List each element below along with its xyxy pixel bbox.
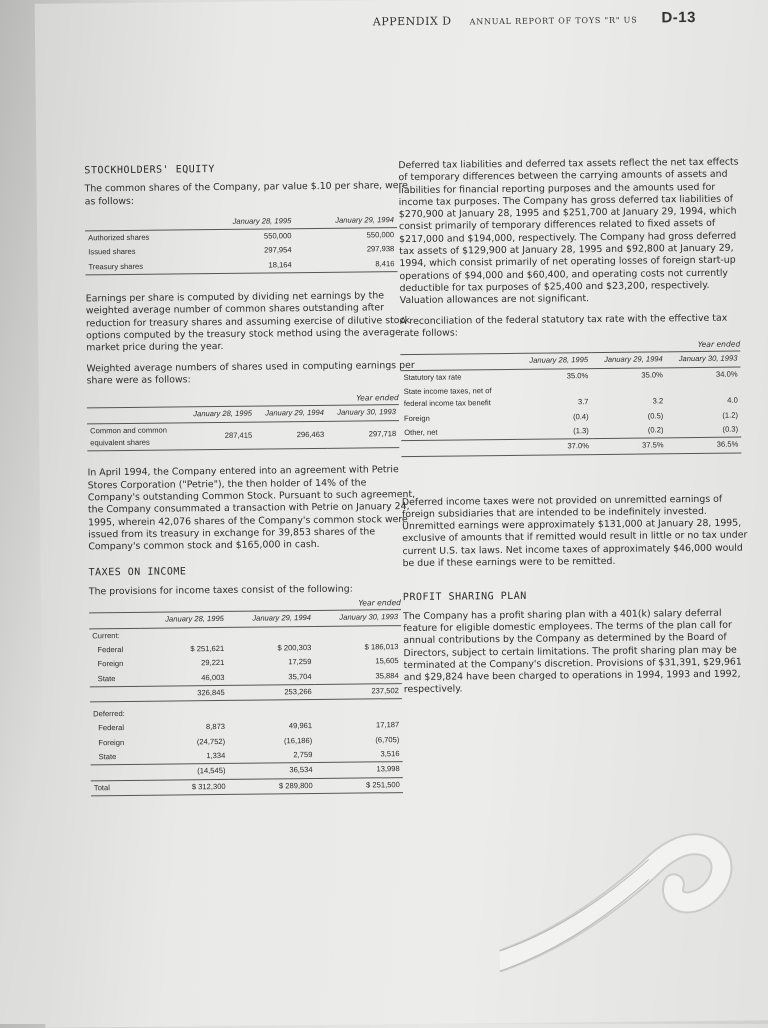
cell-value: 35,884 bbox=[375, 670, 399, 680]
cell-value: 297,954 bbox=[264, 245, 292, 255]
cell-value: 3,516 bbox=[380, 749, 400, 759]
cell-value: 296,463 bbox=[296, 429, 325, 440]
subtotal-value: (14,545) bbox=[197, 766, 226, 776]
cell-value: $ 251,621 bbox=[190, 643, 225, 654]
taxes-intro: The provisions for income taxes consist of the following: bbox=[88, 583, 353, 598]
cell-value: 34.0% bbox=[715, 369, 738, 379]
row-label: Treasury shares bbox=[88, 261, 144, 272]
taxes-year-ended: Year ended bbox=[358, 598, 401, 608]
taxes-heading: TAXES ON INCOME bbox=[88, 566, 187, 579]
row-label: Statutory tax rate bbox=[403, 372, 462, 382]
cell-value: $ 186,013 bbox=[364, 642, 399, 652]
subtotal-value: 326,845 bbox=[197, 687, 225, 698]
income-tax-table bbox=[89, 609, 403, 796]
shares-col-header: January 28, 1995 bbox=[232, 216, 292, 226]
cell-value: $ 200,303 bbox=[277, 642, 312, 653]
cell-value: 49,961 bbox=[288, 721, 313, 731]
shares-col-header: January 29, 1994 bbox=[335, 215, 394, 225]
cell-value: (16,186) bbox=[283, 735, 313, 746]
cell-value: 35,704 bbox=[288, 671, 312, 681]
subtotal-value: 253,266 bbox=[284, 686, 312, 697]
table-row bbox=[87, 420, 399, 451]
tax-col-header: January 28, 1995 bbox=[165, 614, 224, 624]
table-row bbox=[85, 257, 397, 275]
rate-col-header: January 29, 1994 bbox=[603, 354, 663, 365]
stockholders-equity-heading: STOCKHOLDERS' EQUITY bbox=[84, 164, 215, 177]
weighted-col-header: January 28, 1995 bbox=[193, 409, 253, 419]
subtotal-value: 237,502 bbox=[371, 685, 399, 696]
tax-col-header: January 29, 1994 bbox=[252, 613, 312, 623]
cell-value: 18,164 bbox=[268, 260, 292, 270]
cell-value: 1,334 bbox=[206, 750, 226, 761]
tax-rate-table bbox=[400, 351, 741, 457]
cell-value: 17,259 bbox=[288, 657, 312, 667]
page-header bbox=[373, 9, 696, 29]
total-value: $ 289,800 bbox=[278, 780, 313, 790]
rate-col-header: January 28, 1995 bbox=[529, 355, 589, 366]
cell-value: 35.0% bbox=[641, 370, 663, 380]
cell-value: 29,221 bbox=[201, 658, 225, 668]
row-label: Federal bbox=[98, 723, 125, 733]
cell-value: (24,752) bbox=[196, 736, 226, 746]
page-number: D-13 bbox=[661, 8, 697, 27]
weighted-shares-table bbox=[87, 405, 399, 452]
cell-value: (1.3) bbox=[573, 426, 589, 436]
left-column bbox=[84, 162, 421, 796]
document-page bbox=[35, 0, 768, 1028]
profit-sharing-heading: PROFIT SHARING PLAN bbox=[402, 591, 527, 604]
unremitted-paragraph: Deferred income taxes were not provided on unremitted earnings of foreign subsidiaries that are intended to be indefinitely invested. Unremitted earnings were approximately $131,000 at January 28, 1995, exclusive of amounts that if remitted would result in little or no tax under current U.S. tax laws. Net income taxes of approximately $46,000 would be due if these earnings were to be remitted. bbox=[401, 493, 748, 570]
cell-value: 4.0 bbox=[727, 395, 738, 406]
rate-col-header: January 30, 1993 bbox=[678, 354, 738, 364]
ribbon-drawing bbox=[498, 808, 768, 1011]
total-value: $ 312,300 bbox=[191, 781, 226, 791]
row-label: Foreign bbox=[98, 737, 125, 747]
cell-value: 550,000 bbox=[263, 231, 292, 241]
row-label: Other, net bbox=[404, 427, 438, 437]
row-label: Total bbox=[93, 782, 110, 792]
cell-value: (6,705) bbox=[375, 734, 400, 745]
shares-intro: The common shares of the Company, par value $.10 per share, were as follows: bbox=[84, 180, 409, 207]
cell-value: 2,759 bbox=[293, 750, 313, 760]
cell-value: 287,415 bbox=[224, 430, 253, 440]
right-column bbox=[398, 156, 750, 704]
table-row bbox=[401, 382, 741, 412]
tax-col-header: January 30, 1993 bbox=[339, 612, 399, 623]
reconciliation-intro: A reconciliation of the federal statutory tax rate with the effective tax rate follows: bbox=[399, 312, 728, 339]
row-label: State bbox=[98, 752, 117, 762]
row-label: State bbox=[97, 673, 116, 683]
reconciliation-year-ended: Year ended bbox=[697, 339, 741, 350]
subtotal-value: 13,998 bbox=[376, 764, 400, 774]
cell-value: (0.2) bbox=[647, 425, 664, 435]
row-label: Common and common equivalent shares bbox=[90, 425, 168, 448]
cell-value: 17,187 bbox=[375, 720, 400, 730]
appendix-label: APPENDIX D bbox=[372, 14, 452, 29]
weighted-col-header: January 29, 1994 bbox=[265, 408, 325, 418]
table-row bbox=[91, 777, 403, 796]
cell-value: 46,003 bbox=[201, 672, 225, 682]
total-value: 37.0% bbox=[567, 441, 590, 451]
cell-value: 297,938 bbox=[366, 244, 395, 254]
cell-value: 3.7 bbox=[577, 397, 589, 407]
total-value: $ 251,500 bbox=[366, 779, 400, 790]
cell-value: (0.4) bbox=[572, 411, 589, 421]
total-value: 36.5% bbox=[716, 439, 739, 450]
cell-value: 15,605 bbox=[375, 656, 399, 666]
weighted-col-header: January 30, 1993 bbox=[337, 407, 397, 418]
cell-value: (1.2) bbox=[722, 410, 739, 420]
deferred-tax-paragraph: Deferred tax liabilities and deferred tax assets reflect the net tax effects of temporary differences between the carrying amounts of assets and liabilities for financial reporting purposes and the amounts used for income tax purposes. The Company has gross deferred tax liabilities of $270,900 at January 28, 1995 and $251,700 at January 29, 1994, which consist primarily of temporary differences related to fixed assets of $217,000 and $194,000, respectively. The Company had gross deferred tax assets of $129,900 at January 28, 1995 and $92,800 at January 29, 1994, which consist primarily of net operating losses of foreign start-up operations of $94,000 and $60,400, and operating costs not currently deductible for tax purposes of $25,400 and $23,200, respectively. Valuation allowances are not significant. bbox=[398, 156, 739, 307]
cell-value: 8,416 bbox=[375, 258, 395, 269]
total-value: 37.5% bbox=[642, 440, 664, 450]
shares-table bbox=[85, 213, 398, 275]
section-label: Current: bbox=[92, 630, 120, 640]
weighted-year-ended: Year ended bbox=[356, 393, 399, 403]
cell-value: 297,718 bbox=[368, 429, 397, 439]
cell-value: 550,000 bbox=[366, 230, 395, 240]
cell-value: (0.3) bbox=[722, 424, 739, 434]
cell-value: (0.5) bbox=[647, 410, 664, 421]
row-label: Issued shares bbox=[88, 247, 136, 257]
row-label: Federal bbox=[97, 644, 124, 655]
section-label: Deferred: bbox=[93, 709, 125, 719]
profit-sharing-paragraph: The Company has a profit sharing plan with a 401(k) salary deferral feature for eligible domestic employees. The terms of the plan call for annual contributions by the Company as determined by the Board of Directors, subject to certain limitations. The profit sharing plan may be terminated at the Company's discretion. Provisions of $31,391, $29,961 and $29,824 have been charged to operations in 1994, 1993 and 1992, respectively. bbox=[403, 607, 742, 696]
eps-paragraph: Earnings per share is computed by dividing net earnings by the weighted average number of common shares outstanding after reduction for treasury shares and assuming exercise of dilutive stock options computed by the treasury stock method using the average market price during the year. bbox=[85, 290, 411, 354]
cell-value: 8,873 bbox=[205, 722, 226, 732]
petrie-paragraph: In April 1994, the Company entered into an agreement with Petrie Stores Corporation ("Petrie"), the then holder of 14% of the Company's outstanding Common Stock. Pursuant to such agreement, the Company consummated a transaction with Petrie on January 24, 1995, wherein 42,076 shares of the Company's common stock were issued from its treasury in exchange for 39,853 shares of the Company's common stock and $165,000 in cash. bbox=[87, 464, 416, 553]
row-label: State income taxes, net of federal income tax benefit bbox=[403, 386, 492, 409]
row-label: Foreign bbox=[403, 413, 430, 423]
cell-value: 3.2 bbox=[652, 396, 664, 406]
table-row bbox=[401, 437, 741, 456]
row-label: Authorized shares bbox=[88, 232, 150, 243]
row-label: Foreign bbox=[97, 659, 124, 669]
weighted-paragraph: Weighted average numbers of shares used in computing earnings per share were as follows: bbox=[86, 359, 415, 387]
report-title: ANNUAL REPORT OF TOYS "R" US bbox=[469, 15, 638, 27]
subtotal-value: 36,534 bbox=[289, 765, 313, 775]
cell-value: 35.0% bbox=[566, 370, 589, 381]
